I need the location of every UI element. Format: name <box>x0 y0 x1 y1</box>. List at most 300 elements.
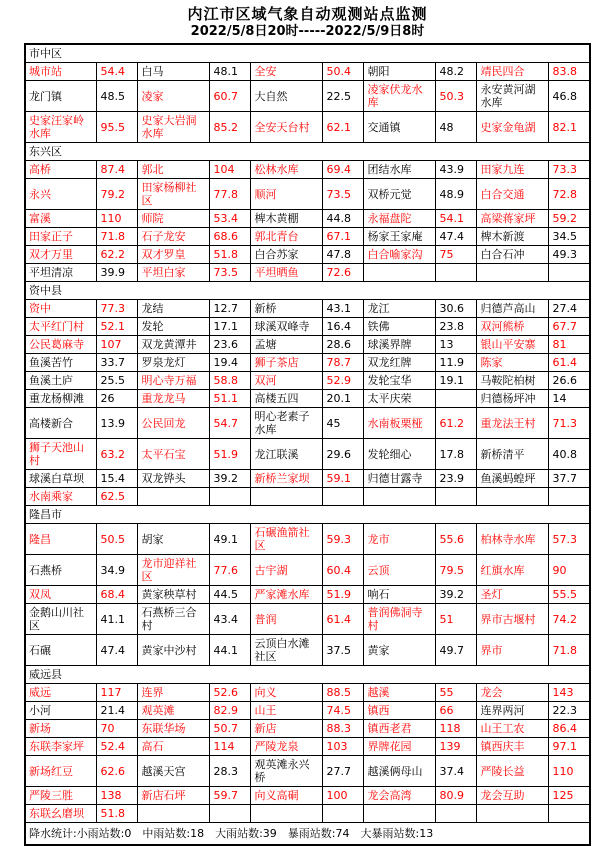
station-name-cell <box>251 488 323 506</box>
station-name-cell: 重龙龙马 <box>138 390 210 408</box>
station-value-cell: 48.5 <box>97 81 138 112</box>
station-value-cell: 110 <box>97 210 138 228</box>
station-value-cell: 50.5 <box>97 524 138 555</box>
station-name-cell: 孟塘 <box>251 336 323 354</box>
station-name-cell: 团结水库 <box>364 161 436 179</box>
station-value-cell: 20.1 <box>323 390 364 408</box>
station-value-cell: 97.1 <box>549 738 590 756</box>
station-name-cell: 龙会互助 <box>477 787 549 805</box>
station-value-cell: 19.1 <box>436 372 477 390</box>
station-name-cell: 山王工农 <box>477 720 549 738</box>
station-name-cell: 新场红豆 <box>25 756 97 787</box>
station-name-cell: 隆昌 <box>25 524 97 555</box>
station-value-cell <box>436 488 477 506</box>
station-name-cell: 严陵长益 <box>477 756 549 787</box>
station-value-cell: 28.6 <box>323 336 364 354</box>
section-header: 东兴区 <box>25 143 590 161</box>
station-row <box>25 787 590 805</box>
station-value-cell: 61.4 <box>323 604 364 635</box>
station-value-cell: 61.2 <box>436 408 477 439</box>
station-value-cell <box>436 805 477 823</box>
station-name-cell: 田家正子 <box>25 228 97 246</box>
station-name-cell: 公民回龙 <box>138 408 210 439</box>
station-value-cell: 110 <box>549 756 590 787</box>
station-name-cell: 镇西庆丰 <box>477 738 549 756</box>
station-name-cell: 师院 <box>138 210 210 228</box>
station-name-cell: 东联幺磨坝 <box>25 805 97 823</box>
station-value-cell: 72.6 <box>323 264 364 282</box>
station-value-cell <box>323 805 364 823</box>
station-value-cell: 114 <box>210 738 251 756</box>
station-row <box>25 318 590 336</box>
station-name-cell: 东联华场 <box>138 720 210 738</box>
station-name-cell: 双龙黄潭井 <box>138 336 210 354</box>
station-name-cell: 球溪界牌 <box>364 336 436 354</box>
station-value-cell: 71.3 <box>549 408 590 439</box>
station-name-cell: 杨家王家庵 <box>364 228 436 246</box>
station-name-cell <box>138 488 210 506</box>
station-value-cell: 118 <box>436 720 477 738</box>
station-value-cell: 85.2 <box>210 112 251 143</box>
station-name-cell: 黄家秧草村 <box>138 586 210 604</box>
station-row <box>25 354 590 372</box>
station-name-cell: 双龙红牌 <box>364 354 436 372</box>
station-value-cell: 49.1 <box>210 524 251 555</box>
station-value-cell: 23.8 <box>436 318 477 336</box>
station-row <box>25 555 590 586</box>
station-name-cell: 越溪 <box>364 684 436 702</box>
station-value-cell: 22.5 <box>323 81 364 112</box>
station-name-cell: 新桥 <box>251 300 323 318</box>
station-name-cell: 圣灯 <box>477 586 549 604</box>
station-name-cell: 重龙法王村 <box>477 408 549 439</box>
station-name-cell: 银山平安寨 <box>477 336 549 354</box>
station-name-cell: 球溪白草坝 <box>25 470 97 488</box>
station-value-cell: 52.6 <box>210 684 251 702</box>
station-row <box>25 756 590 787</box>
station-row <box>25 604 590 635</box>
station-value-cell: 15.4 <box>97 470 138 488</box>
station-value-cell: 37.4 <box>436 756 477 787</box>
station-name-cell: 高石 <box>138 738 210 756</box>
station-value-cell: 50.7 <box>210 720 251 738</box>
station-name-cell: 太平红门村 <box>25 318 97 336</box>
station-name-cell: 双龙铧头 <box>138 470 210 488</box>
station-name-cell: 严陵龙泉 <box>251 738 323 756</box>
precip-summary-row <box>25 823 590 845</box>
station-name-cell: 黄家 <box>364 635 436 666</box>
section-header: 威远县 <box>25 666 590 684</box>
station-name-cell: 水南板栗桠 <box>364 408 436 439</box>
station-name-cell: 柏林寺水库 <box>477 524 549 555</box>
station-row <box>25 112 590 143</box>
station-name-cell: 铁佛 <box>364 318 436 336</box>
station-value-cell: 51 <box>436 604 477 635</box>
station-name-cell: 永安黄河湖水库 <box>477 81 549 112</box>
station-value-cell: 23.6 <box>210 336 251 354</box>
station-name-cell: 球溪双峰寺 <box>251 318 323 336</box>
station-row <box>25 488 590 506</box>
station-name-cell: 小河 <box>25 702 97 720</box>
station-value-cell: 44.5 <box>210 586 251 604</box>
station-value-cell: 43.9 <box>436 161 477 179</box>
station-value-cell: 21.4 <box>97 702 138 720</box>
station-name-cell: 全安天台村 <box>251 112 323 143</box>
station-value-cell: 16.4 <box>323 318 364 336</box>
station-name-cell: 龙结 <box>138 300 210 318</box>
station-value-cell: 78.7 <box>323 354 364 372</box>
station-name-cell: 大自然 <box>251 81 323 112</box>
station-value-cell: 51.9 <box>210 439 251 470</box>
station-value-cell: 49.7 <box>436 635 477 666</box>
station-value-cell <box>210 805 251 823</box>
station-value-cell: 17.8 <box>436 439 477 470</box>
station-value-cell: 77.6 <box>210 555 251 586</box>
station-name-cell: 东联李家坪 <box>25 738 97 756</box>
station-value-cell <box>323 488 364 506</box>
station-value-cell: 73.5 <box>323 179 364 210</box>
station-name-cell: 城市站 <box>25 63 97 81</box>
station-name-cell: 新桥清平 <box>477 439 549 470</box>
station-value-cell: 45 <box>323 408 364 439</box>
station-value-cell: 50.3 <box>436 81 477 112</box>
station-value-cell: 33.7 <box>97 354 138 372</box>
station-name-cell: 云顶白水滩社区 <box>251 635 323 666</box>
station-name-cell: 双河熊桥 <box>477 318 549 336</box>
rainfall-observation-table <box>24 43 591 846</box>
station-name-cell: 龙江 <box>364 300 436 318</box>
station-name-cell: 白合石冲 <box>477 246 549 264</box>
section-header: 市中区 <box>25 44 590 63</box>
station-value-cell: 51.8 <box>97 805 138 823</box>
station-name-cell: 连界两河 <box>477 702 549 720</box>
station-value-cell: 117 <box>97 684 138 702</box>
station-name-cell: 龙会高湾 <box>364 787 436 805</box>
station-name-cell: 陈家 <box>477 354 549 372</box>
station-row <box>25 372 590 390</box>
station-value-cell: 48 <box>436 112 477 143</box>
station-value-cell: 44.1 <box>210 635 251 666</box>
station-name-cell: 高梁蒋家坪 <box>477 210 549 228</box>
station-value-cell: 47.4 <box>436 228 477 246</box>
station-value-cell: 54.7 <box>210 408 251 439</box>
station-value-cell: 138 <box>97 787 138 805</box>
station-value-cell: 86.4 <box>549 720 590 738</box>
station-value-cell: 70 <box>97 720 138 738</box>
station-value-cell: 74.2 <box>549 604 590 635</box>
station-name-cell: 新店 <box>251 720 323 738</box>
station-value-cell: 54.4 <box>97 63 138 81</box>
station-value-cell: 34.5 <box>549 228 590 246</box>
station-name-cell: 红旗水库 <box>477 555 549 586</box>
station-value-cell: 11.9 <box>436 354 477 372</box>
station-value-cell: 107 <box>97 336 138 354</box>
station-name-cell: 明心老素子水库 <box>251 408 323 439</box>
station-name-cell: 界市 <box>477 635 549 666</box>
station-value-cell: 52.9 <box>323 372 364 390</box>
station-value-cell: 77.3 <box>97 300 138 318</box>
station-name-cell: 威远 <box>25 684 97 702</box>
station-value-cell: 90 <box>549 555 590 586</box>
station-name-cell: 龙会 <box>477 684 549 702</box>
station-name-cell: 靖民四合 <box>477 63 549 81</box>
station-name-cell: 石燕桥 <box>25 555 97 586</box>
station-row <box>25 264 590 282</box>
station-name-cell: 高楼新合 <box>25 408 97 439</box>
station-value-cell: 88.3 <box>323 720 364 738</box>
station-name-cell <box>138 805 210 823</box>
station-name-cell: 资中 <box>25 300 97 318</box>
station-name-cell: 凌家 <box>138 81 210 112</box>
station-name-cell <box>364 805 436 823</box>
station-value-cell: 71.8 <box>549 635 590 666</box>
station-row <box>25 179 590 210</box>
station-name-cell: 石碾渔箭社区 <box>251 524 323 555</box>
station-value-cell: 63.2 <box>97 439 138 470</box>
station-name-cell: 龙门镇 <box>25 81 97 112</box>
station-name-cell <box>364 488 436 506</box>
station-value-cell: 82.9 <box>210 702 251 720</box>
station-value-cell: 41.1 <box>97 604 138 635</box>
station-value-cell: 43.4 <box>210 604 251 635</box>
station-value-cell: 28.3 <box>210 756 251 787</box>
station-value-cell: 50.4 <box>323 63 364 81</box>
page-title: 内江市区域气象自动观测站点监测 <box>187 5 428 23</box>
station-name-cell: 太平石宝 <box>138 439 210 470</box>
station-name-cell: 白马 <box>138 63 210 81</box>
station-name-cell: 发轮宝华 <box>364 372 436 390</box>
station-name-cell: 鱼溪蚂蝗坪 <box>477 470 549 488</box>
station-row <box>25 210 590 228</box>
station-value-cell: 55.6 <box>436 524 477 555</box>
station-value-cell: 72.8 <box>549 179 590 210</box>
station-value-cell: 103 <box>323 738 364 756</box>
station-value-cell: 139 <box>436 738 477 756</box>
station-name-cell: 龙市迎祥社区 <box>138 555 210 586</box>
station-name-cell: 狮子天池山村 <box>25 439 97 470</box>
section-header: 隆昌市 <box>25 506 590 524</box>
precip-summary-text: 降水统计:小雨站数:0 中雨站数:18 大雨站数:39 暴雨站数:74 大暴雨站数:13 <box>25 823 590 845</box>
station-value-cell: 67.1 <box>323 228 364 246</box>
station-value-cell: 79.5 <box>436 555 477 586</box>
station-value-cell: 55 <box>436 684 477 702</box>
station-row <box>25 524 590 555</box>
station-value-cell: 60.4 <box>323 555 364 586</box>
station-value-cell: 34.9 <box>97 555 138 586</box>
station-name-cell: 田家杨柳社区 <box>138 179 210 210</box>
station-name-cell: 平坦晒鱼 <box>251 264 323 282</box>
station-name-cell: 田家九连 <box>477 161 549 179</box>
station-value-cell: 79.2 <box>97 179 138 210</box>
station-name-cell <box>477 488 549 506</box>
station-name-cell: 双桥元觉 <box>364 179 436 210</box>
station-row <box>25 390 590 408</box>
station-name-cell <box>477 805 549 823</box>
station-value-cell: 83.8 <box>549 63 590 81</box>
station-name-cell: 严家滩水库 <box>251 586 323 604</box>
station-name-cell: 山王 <box>251 702 323 720</box>
station-value-cell: 17.1 <box>210 318 251 336</box>
station-value-cell: 19.4 <box>210 354 251 372</box>
station-value-cell: 46.8 <box>549 81 590 112</box>
station-name-cell: 观英滩 <box>138 702 210 720</box>
station-name-cell: 向义高硐 <box>251 787 323 805</box>
station-name-cell: 白合交通 <box>477 179 549 210</box>
section-header-row <box>25 44 590 63</box>
station-value-cell: 29.6 <box>323 439 364 470</box>
station-name-cell <box>251 805 323 823</box>
station-value-cell: 30.6 <box>436 300 477 318</box>
station-value-cell: 48.2 <box>436 63 477 81</box>
station-value-cell: 80.9 <box>436 787 477 805</box>
station-name-cell: 双凤 <box>25 586 97 604</box>
station-name-cell: 公民葛麻寺 <box>25 336 97 354</box>
station-name-cell: 新场 <box>25 720 97 738</box>
station-name-cell: 重龙杨柳滩 <box>25 390 97 408</box>
station-value-cell: 39.2 <box>436 586 477 604</box>
station-value-cell <box>549 805 590 823</box>
station-name-cell: 鱼溪苦竹 <box>25 354 97 372</box>
station-value-cell: 143 <box>549 684 590 702</box>
station-value-cell: 14 <box>549 390 590 408</box>
station-name-cell: 归德甘露寺 <box>364 470 436 488</box>
station-row <box>25 684 590 702</box>
station-value-cell <box>436 390 477 408</box>
station-value-cell: 51.8 <box>210 246 251 264</box>
station-name-cell: 新店石坪 <box>138 787 210 805</box>
station-value-cell: 51.9 <box>323 586 364 604</box>
station-value-cell: 43.1 <box>323 300 364 318</box>
station-name-cell: 富溪 <box>25 210 97 228</box>
station-value-cell: 54.1 <box>436 210 477 228</box>
station-value-cell <box>210 488 251 506</box>
station-value-cell: 23.9 <box>436 470 477 488</box>
station-name-cell: 新桥兰家坝 <box>251 470 323 488</box>
station-value-cell: 47.4 <box>97 635 138 666</box>
station-name-cell: 白合喻家沟 <box>364 246 436 264</box>
station-name-cell: 黄家中沙村 <box>138 635 210 666</box>
station-value-cell: 62.5 <box>97 488 138 506</box>
station-name-cell: 白合苏家 <box>251 246 323 264</box>
station-value-cell: 58.8 <box>210 372 251 390</box>
station-name-cell <box>477 264 549 282</box>
station-value-cell: 88.5 <box>323 684 364 702</box>
station-value-cell: 27.7 <box>323 756 364 787</box>
station-name-cell: 发轮 <box>138 318 210 336</box>
station-value-cell: 62.6 <box>97 756 138 787</box>
station-value-cell: 125 <box>549 787 590 805</box>
station-value-cell: 67.7 <box>549 318 590 336</box>
station-value-cell: 37.7 <box>549 470 590 488</box>
station-name-cell: 界牌花园 <box>364 738 436 756</box>
station-name-cell: 龙市 <box>364 524 436 555</box>
station-value-cell: 59.7 <box>210 787 251 805</box>
station-name-cell: 越溪俩母山 <box>364 756 436 787</box>
station-name-cell: 发轮细心 <box>364 439 436 470</box>
station-row <box>25 81 590 112</box>
station-value-cell: 53.4 <box>210 210 251 228</box>
station-name-cell: 界市古堰村 <box>477 604 549 635</box>
page-subtitle: 2022/5/8日20时-----2022/5/9日8时 <box>190 24 425 39</box>
station-value-cell: 81 <box>549 336 590 354</box>
station-name-cell: 史家金龟湖 <box>477 112 549 143</box>
station-value-cell: 27.4 <box>549 300 590 318</box>
station-value-cell: 13.9 <box>97 408 138 439</box>
station-value-cell: 74.5 <box>323 702 364 720</box>
station-value-cell: 100 <box>323 787 364 805</box>
station-row <box>25 720 590 738</box>
station-value-cell: 71.8 <box>97 228 138 246</box>
station-name-cell: 郭北 <box>138 161 210 179</box>
station-value-cell: 59.3 <box>323 524 364 555</box>
station-name-cell: 松林水库 <box>251 161 323 179</box>
station-value-cell: 51.1 <box>210 390 251 408</box>
station-row <box>25 246 590 264</box>
station-name-cell: 古宇湖 <box>251 555 323 586</box>
station-value-cell: 48.9 <box>436 179 477 210</box>
section-header-row <box>25 282 590 300</box>
station-value-cell: 75 <box>436 246 477 264</box>
station-value-cell <box>436 264 477 282</box>
station-value-cell: 95.5 <box>97 112 138 143</box>
station-name-cell: 龙江联溪 <box>251 439 323 470</box>
station-name-cell: 史家汪家岭水库 <box>25 112 97 143</box>
station-name-cell: 高桥 <box>25 161 97 179</box>
station-name-cell: 归德芦高山 <box>477 300 549 318</box>
station-name-cell: 双才万里 <box>25 246 97 264</box>
station-value-cell: 87.4 <box>97 161 138 179</box>
station-name-cell: 罗泉龙灯 <box>138 354 210 372</box>
station-row <box>25 738 590 756</box>
station-name-cell: 石燕桥三合村 <box>138 604 210 635</box>
station-value-cell: 40.8 <box>549 439 590 470</box>
station-value-cell: 49.3 <box>549 246 590 264</box>
station-value-cell: 55.5 <box>549 586 590 604</box>
station-name-cell <box>364 264 436 282</box>
station-name-cell: 镇西老君 <box>364 720 436 738</box>
station-name-cell: 严陵三胜 <box>25 787 97 805</box>
station-value-cell: 59.1 <box>323 470 364 488</box>
station-name-cell: 石碾 <box>25 635 97 666</box>
station-value-cell: 47.8 <box>323 246 364 264</box>
station-value-cell: 60.7 <box>210 81 251 112</box>
station-name-cell: 永福盘陀 <box>364 210 436 228</box>
station-value-cell: 104 <box>210 161 251 179</box>
station-value-cell <box>549 488 590 506</box>
station-value-cell: 12.7 <box>210 300 251 318</box>
station-name-cell: 朝阳 <box>364 63 436 81</box>
station-value-cell: 68.4 <box>97 586 138 604</box>
station-name-cell: 狮子茶店 <box>251 354 323 372</box>
station-row <box>25 63 590 81</box>
station-value-cell: 13 <box>436 336 477 354</box>
station-name-cell: 水南乘家 <box>25 488 97 506</box>
station-row <box>25 702 590 720</box>
station-name-cell: 永兴 <box>25 179 97 210</box>
station-value-cell: 57.3 <box>549 524 590 555</box>
station-name-cell: 椑木黄棚 <box>251 210 323 228</box>
station-name-cell: 椑木新渡 <box>477 228 549 246</box>
station-value-cell: 59.2 <box>549 210 590 228</box>
station-row <box>25 439 590 470</box>
station-value-cell: 62.2 <box>97 246 138 264</box>
station-row <box>25 228 590 246</box>
station-value-cell: 52.4 <box>97 738 138 756</box>
station-row <box>25 408 590 439</box>
section-header-row <box>25 506 590 524</box>
station-row <box>25 161 590 179</box>
station-value-cell: 52.1 <box>97 318 138 336</box>
